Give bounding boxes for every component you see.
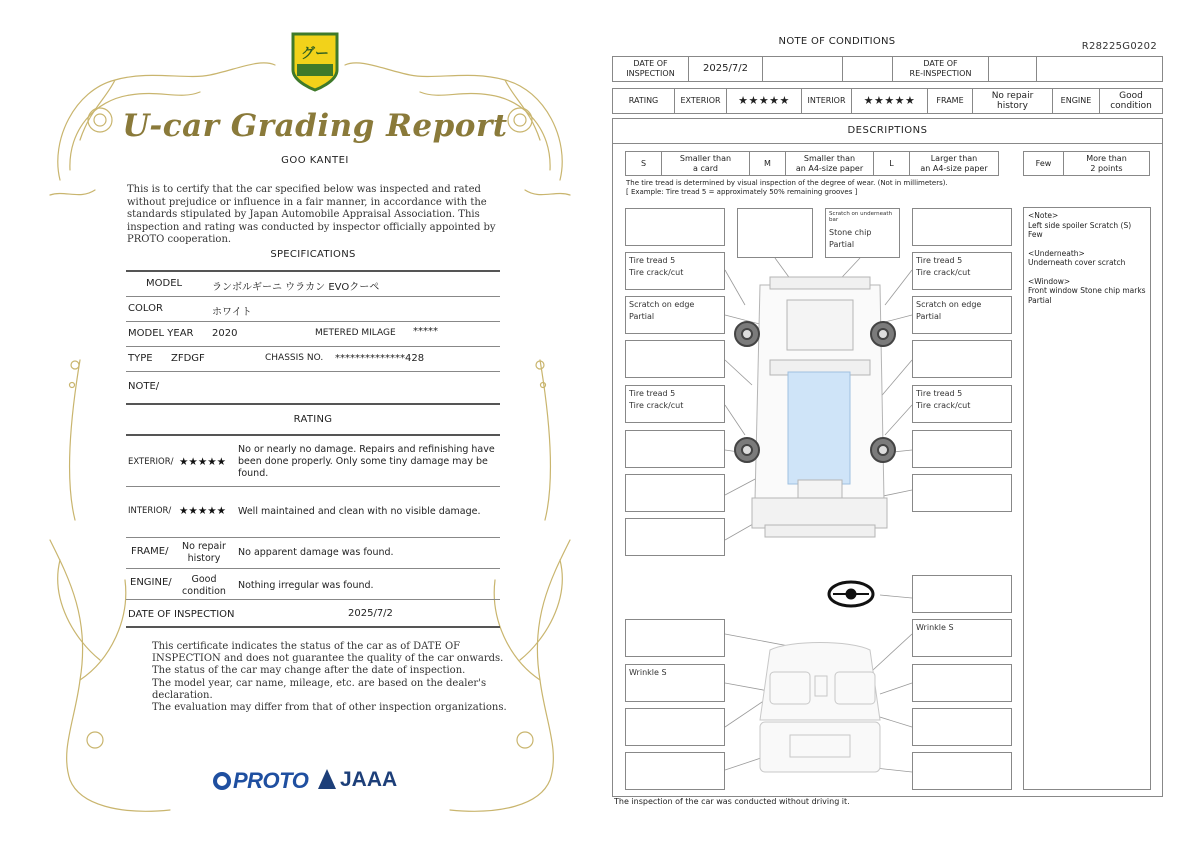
note-of-conditions-title: NOTE OF CONDITIONS (778, 36, 896, 47)
damage-box-steering (912, 575, 1012, 613)
damage-box-interior-right-4 (912, 752, 1012, 790)
underneath-bar-label: Scratch on underneath bar (829, 211, 893, 223)
model-value: ランボルギーニ ウラカン EVOクーペ (212, 282, 380, 293)
divider (126, 486, 500, 487)
legend-s-text: Smaller than a card (662, 152, 750, 175)
note-underneath: <Underneath> Underneath cover scratch (1028, 248, 1126, 267)
exterior-description: No or nearly no damage. Repairs and refinishing have been done properly. Only some tiny damage may be found. (238, 444, 495, 479)
divider (126, 321, 500, 322)
interior-stars: ★★★★★ (852, 89, 928, 113)
date-of-inspection-label: DATE OF INSPECTION (613, 57, 689, 81)
interior-label: INTERIOR/ (128, 506, 172, 516)
blank-cell (1037, 57, 1162, 81)
damage-box-interior-left-3 (625, 708, 725, 746)
divider (126, 434, 500, 436)
damage-box-right-front-tire: Tire tread 5 Tire crack/cut (912, 252, 1012, 290)
engine-description: Nothing irregular was found. (238, 580, 374, 591)
damage-box-right-7 (912, 474, 1012, 512)
interior-stars: ★★★★★ (179, 505, 227, 517)
divider (126, 270, 500, 272)
damage-box-left-rear-tire: Tire tread 5 Tire crack/cut (625, 385, 725, 423)
damage-box-right-4 (912, 340, 1012, 378)
metered-mileage-value: ***** (413, 326, 438, 337)
engine-label: ENGINE/ (130, 577, 172, 588)
exterior-stars: ★★★★★ (179, 456, 227, 468)
type-label: TYPE (128, 353, 153, 364)
legend-s-label: S (626, 152, 662, 175)
damage-box-interior-right-2 (912, 664, 1012, 702)
color-value: ホワイト (212, 307, 252, 318)
damage-box-right-rear-tire: Tire tread 5 Tire crack/cut (912, 385, 1012, 423)
frame-label: FRAME (928, 89, 973, 113)
rating-label: RATING (613, 89, 675, 113)
engine-value: Good condition (182, 574, 226, 597)
damage-box-left-8 (625, 518, 725, 556)
color-label: COLOR (128, 303, 163, 314)
damage-box-interior-right-3 (912, 708, 1012, 746)
steering-wheel-icon (829, 582, 873, 606)
divider (126, 626, 500, 628)
notes-column (1023, 207, 1151, 790)
interior-description: Well maintained and clean with no visible damage. (238, 506, 481, 517)
descriptions-title: DESCRIPTIONS (612, 118, 1163, 144)
date-of-reinspection-label: DATE OF RE-INSPECTION (893, 57, 989, 81)
divider (126, 599, 500, 600)
model-year-value: 2020 (212, 328, 238, 339)
chassis-value: **************428 (335, 353, 425, 364)
blank-cell (843, 57, 893, 81)
damage-box-interior-left-1 (625, 619, 725, 657)
goo-kantei-subtitle: GOO KANTEI (281, 155, 349, 166)
legend-l-label: L (874, 152, 910, 175)
exterior-label: EXTERIOR (675, 89, 727, 113)
certificate (20, 20, 600, 828)
damage-box-interior-right-wrinkle: Wrinkle S (912, 619, 1012, 657)
goo-kantei-logo (287, 30, 343, 92)
type-value: ZFDGF (171, 353, 205, 364)
divider (126, 568, 500, 569)
damage-box-top-left (737, 208, 813, 258)
damage-box-top-center (825, 208, 900, 258)
damage-box-left-4 (625, 340, 725, 378)
frame-label: FRAME/ (131, 546, 169, 557)
legend-few-label: Few (1024, 152, 1064, 175)
damage-box-right-edge: Scratch on edge Partial (912, 296, 1012, 334)
inspection-date-value: 2025/7/2 (348, 608, 393, 619)
interior-label: INTERIOR (802, 89, 852, 113)
note-label: NOTE/ (128, 381, 160, 392)
damage-box-left-1 (625, 208, 725, 246)
damage-box-left-edge: Scratch on edge Partial (625, 296, 725, 334)
damage-box-right-1 (912, 208, 1012, 246)
blank-cell (763, 57, 843, 81)
certificate-intro: This is to certify that the car specified below was inspected and rated without prejudice or influence in a fair manner, in accordance with the standards stipulated by Japan Automobile Appraisal Association. This inspection and rating was conducted by inspector officially appointed by PROTO cooperation. (127, 184, 496, 245)
legend-m-text: Smaller than an A4-size paper (786, 152, 874, 175)
legend-few-text: More than 2 points (1086, 153, 1127, 173)
certificate-disclaimer: This certificate indicates the status of the car as of DATE OF INSPECTION and does not guarantee the quality of the car onwards. The status of the car may change after the date of inspection. The model year, car name, mileage, etc. are based on the dealer's declaration. The evaluation may differ from that of other inspection organizations. (152, 641, 507, 714)
damage-box-left-front-tire: Tire tread 5 Tire crack/cut (625, 252, 725, 290)
few-legend (1023, 151, 1150, 176)
specifications-title: SPECIFICATIONS (270, 249, 356, 260)
damage-box-left-7 (625, 474, 725, 512)
date-of-inspection-value: 2025/7/2 (689, 57, 763, 81)
damage-box-left-6 (625, 430, 725, 468)
legend-m-label: M (750, 152, 786, 175)
divider (126, 403, 500, 405)
exterior-label: EXTERIOR/ (128, 457, 174, 467)
proto-logo: PROTO (213, 768, 308, 794)
damage-box-interior-left-4 (625, 752, 725, 790)
note-window: <Window> Front window Stone chip marks Partial (1028, 276, 1146, 305)
rating-title: RATING (293, 414, 333, 425)
note-general: <Note> Left side spoiler Scratch (S) Few (1028, 211, 1132, 239)
report-title: U-car Grading Report (122, 108, 508, 144)
stone-chip-label: Stone chip Partial (829, 228, 872, 249)
car-interior-view (760, 643, 880, 773)
inspection-footer-note: The inspection of the car was conducted without driving it. (614, 797, 850, 806)
frame-value: No repair history (182, 541, 226, 564)
model-label: MODEL (146, 278, 183, 289)
svg-text:グー: グー (301, 46, 329, 62)
frame-description: No apparent damage was found. (238, 547, 394, 558)
jaaa-logo: JAAA (318, 768, 397, 792)
chassis-label: CHASSIS NO. (265, 353, 324, 363)
divider (126, 537, 500, 538)
rating-row (612, 88, 1163, 114)
divider (126, 371, 500, 372)
divider (126, 346, 500, 347)
damage-box-right-6 (912, 430, 1012, 468)
report-id: R28225G0202 (1081, 41, 1157, 52)
metered-mileage-label: METERED MILAGE (315, 328, 396, 338)
divider (126, 296, 500, 297)
tire-tread-note: The tire tread is determined by visual inspection of the degree of wear. (Not in millimeters). [ Example: Tire tread 5 = approximately 50% remaining grooves ] (626, 179, 948, 196)
damage-box-interior-left-wrinkle: Wrinkle S (625, 664, 725, 702)
model-year-label: MODEL YEAR (128, 328, 194, 339)
date-of-reinspection-value (989, 57, 1037, 81)
inspection-date-label: DATE OF INSPECTION (128, 609, 235, 620)
exterior-stars: ★★★★★ (727, 89, 802, 113)
car-top-view (752, 277, 887, 537)
frame-value: No repair history (973, 89, 1053, 113)
engine-value: Good condition (1110, 91, 1152, 111)
engine-label: ENGINE (1053, 89, 1100, 113)
legend-l-text: Larger than an A4-size paper (920, 153, 988, 173)
inspection-dates-row (612, 56, 1163, 82)
